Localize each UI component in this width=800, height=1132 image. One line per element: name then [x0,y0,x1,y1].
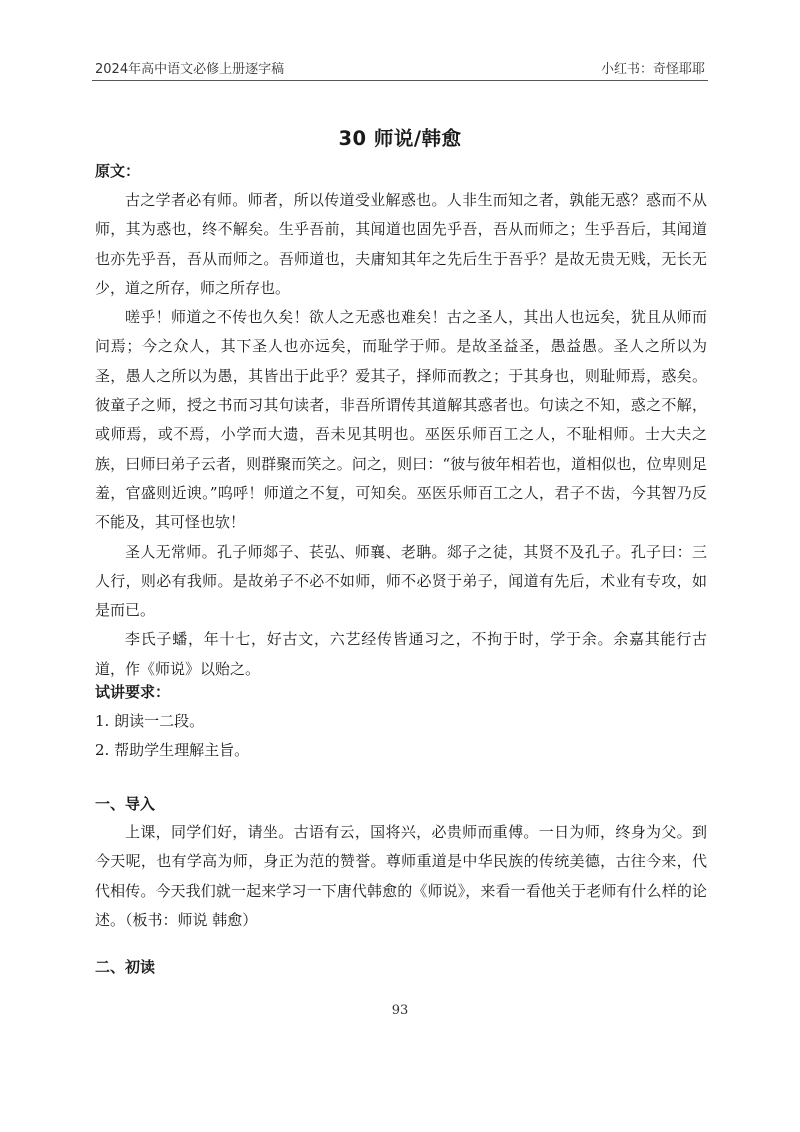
header-divider [92,80,708,81]
header-book-title: 2024年高中语文必修上册逐字稿 [95,62,285,77]
intro-text: 上课，同学们好，请坐。古语有云，国将兴，必贵师而重傅。一日为师，终身为父。到今天呢，也有学高为师，身正为范的赞誉。尊师重道是中华民族的传统美德，古往今来，代代相传。今天我们就一起来学习一下唐代韩愈的《师说》，来看一看他关于老师有什么样的论述。 [95,823,707,929]
requirement-item: 2. 帮助学生理解主旨。 [95,741,250,759]
intro-paragraph [95,818,707,935]
blackboard-note: （板书：师说 韩愈） [125,910,258,929]
requirement-item: 1. 朗读一二段。 [95,712,205,730]
requirements-list [95,707,707,765]
requirements-label: 试讲要求： [95,683,171,701]
original-paragraph: 圣人无常师。孔子师郯子、苌弘、师襄、老聃。郯子之徒，其贤不及孔子。孔子曰：三人行，则必有我师。是故弟子不必不如师，师不必贤于弟子，闻道有先后，术业有专攻，如是而已。 [95,542,707,620]
intro-heading: 一、导入 [95,795,156,813]
lesson-title: 30 师说/韩愈 [338,127,462,150]
intro-section [95,818,707,935]
original-paragraph: 李氏子蟠，年十七，好古文，六艺经传皆通习之，不拘于时，学于余。余嘉其能行古道，作《师说》以贻之。 [95,630,707,678]
original-text-label: 原文： [95,162,141,180]
original-text [95,186,707,684]
header-author-tag: 小红书：奇怪耶耶 [600,62,705,77]
original-paragraph: 古之学者必有师。师者，所以传道受业解惑也。人非生而知之者，孰能无惑？惑而不从师，其为惑也，终不解矣。生乎吾前，其闻道也固先乎吾，吾从而师之；生乎吾后，其闻道也亦先乎吾，吾从而师之。吾师道也，夫庸知其年之先后生于吾乎？是故无贵无贱，无长无少，道之所存，师之所存也。 [95,191,707,297]
first-reading-heading: 二、初读 [95,958,156,976]
page-number: 93 [391,1003,409,1018]
original-paragraph: 嗟乎！师道之不传也久矣！欲人之无惑也难矣！古之圣人，其出人也远矣，犹且从师而问焉；今之众人，其下圣人也亦远矣，而耻学于师。是故圣益圣，愚益愚。圣人之所以为圣，愚人之所以为愚，其皆出于此乎？爱其子，择师而教之；于其身也，则耻师焉，惑矣。彼童子之师，授之书而习其句读者，非吾所谓传其道解其惑者也。句读之不知，惑之不解，或师焉，或不焉，小学而大遗，吾未见其明也。巫医乐师百工之人，不耻相师。士大夫之族，曰师曰弟子云者，则群聚而笑之。问之，则曰：“彼与彼年相若也，道相似也，位卑则足羞，官盛则近谀。”呜呼！师道之不复，可知矣。巫医乐师百工之人，君子不齿，今其智乃反不能及，其可怪也欤！ [95,308,707,532]
